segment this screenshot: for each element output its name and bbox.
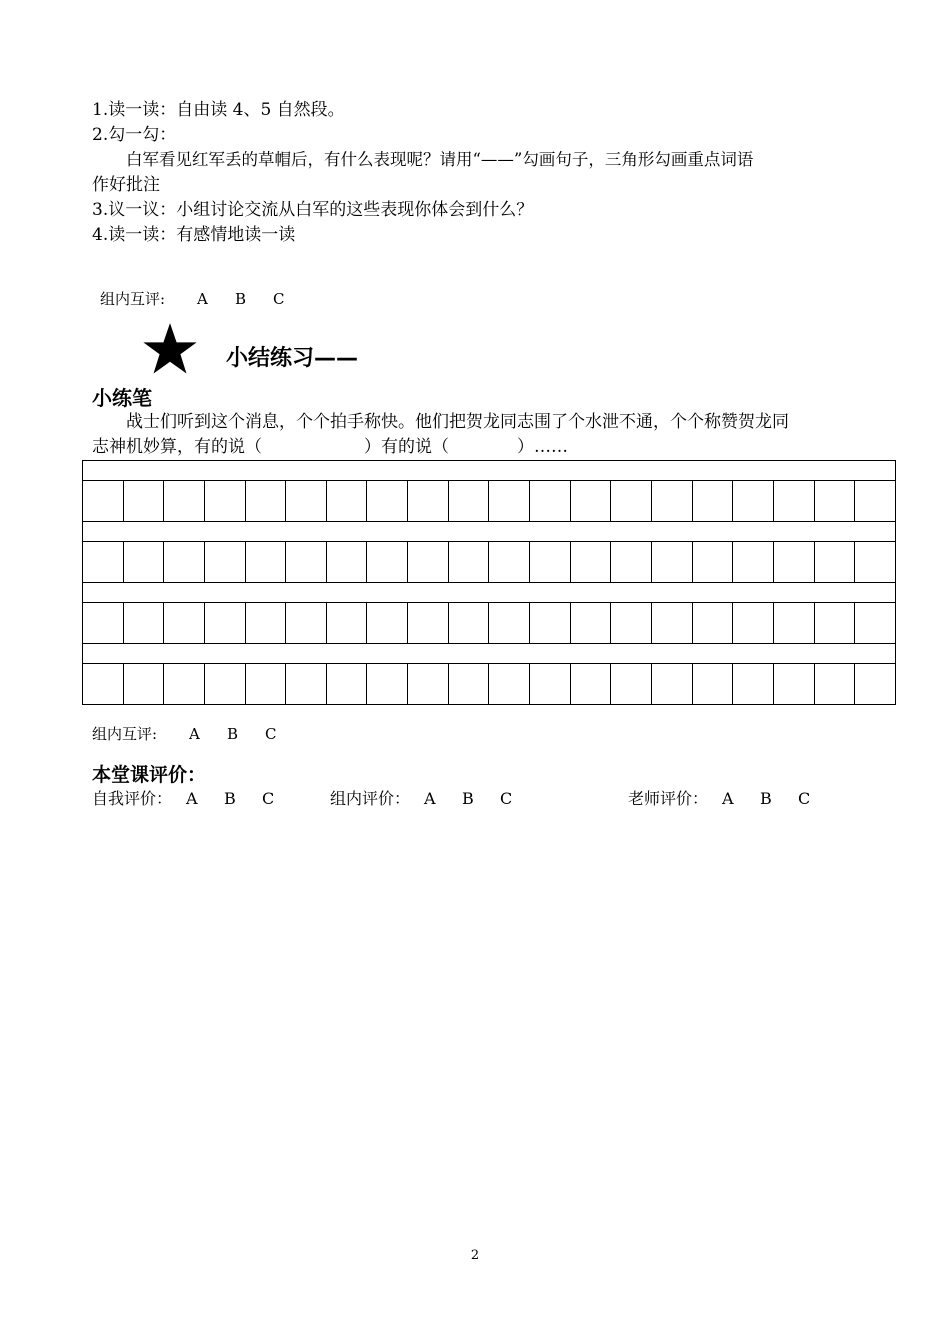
practice-text-line-2: 志神机妙算，有的说（ ）有的说（ ）……: [92, 437, 568, 457]
grid-cell[interactable]: [651, 664, 692, 705]
grid-cell[interactable]: [773, 664, 814, 705]
grid-cell[interactable]: [692, 481, 733, 522]
grid-cell[interactable]: [733, 542, 774, 583]
practice-title: 小练笔: [92, 386, 152, 410]
grid-cell[interactable]: [855, 664, 896, 705]
grid-cell[interactable]: [773, 481, 814, 522]
grid-cell[interactable]: [286, 603, 327, 644]
grid-cell[interactable]: [123, 542, 164, 583]
grade-b: B: [227, 725, 239, 743]
grade-c: C: [273, 290, 285, 308]
grid-cell[interactable]: [570, 664, 611, 705]
step-2-detail-cont: 作好批注: [92, 175, 160, 195]
grid-cell[interactable]: [245, 603, 286, 644]
grid-spacer-row: [83, 461, 896, 481]
practice-text-line-1: 战士们听到这个消息，个个拍手称快。他们把贺龙同志围了个水泄不通，个个称赞贺龙同: [126, 412, 789, 432]
grid-cell[interactable]: [489, 481, 530, 522]
grid-cell[interactable]: [204, 664, 245, 705]
grid-cell[interactable]: [773, 603, 814, 644]
grid-cell[interactable]: [448, 542, 489, 583]
grid-cell[interactable]: [611, 542, 652, 583]
grid-cell[interactable]: [83, 481, 124, 522]
grid-cell[interactable]: [448, 481, 489, 522]
grid-cell[interactable]: [123, 481, 164, 522]
grid-cell[interactable]: [367, 542, 408, 583]
grid-cell[interactable]: [367, 481, 408, 522]
grid-cell[interactable]: [326, 603, 367, 644]
grid-cell[interactable]: [326, 481, 367, 522]
grid-cell[interactable]: [123, 664, 164, 705]
grid-cell[interactable]: [611, 481, 652, 522]
grid-cell[interactable]: [245, 542, 286, 583]
grid-cell[interactable]: [855, 481, 896, 522]
grid-cell[interactable]: [83, 542, 124, 583]
step-4: 4.读一读：有感情地读一读: [92, 225, 296, 245]
grade-b: B: [224, 789, 236, 808]
self-eval-label: 自我评价：: [92, 789, 173, 808]
grid-cell[interactable]: [651, 542, 692, 583]
grid-spacer-cell: [83, 522, 896, 542]
grade-a: A: [189, 725, 200, 743]
grade-c: C: [798, 789, 811, 808]
grade-a: A: [424, 789, 436, 808]
lesson-eval-title: 本堂课评价：: [92, 764, 207, 786]
grid-cell[interactable]: [245, 664, 286, 705]
grid-cell[interactable]: [164, 481, 205, 522]
grade-b: B: [462, 789, 474, 808]
lesson-eval-row: [92, 786, 810, 809]
grid-cell[interactable]: [83, 664, 124, 705]
peer-eval-2: [92, 723, 276, 744]
grid-row: [83, 481, 896, 522]
grid-row: [83, 542, 896, 583]
peer-eval-label: 组内互评:: [100, 290, 166, 308]
grid-cell[interactable]: [570, 481, 611, 522]
grid-cell[interactable]: [611, 603, 652, 644]
grid-cell[interactable]: [814, 664, 855, 705]
star-icon: [142, 322, 198, 378]
page-number: 2: [470, 1248, 480, 1263]
grid-cell[interactable]: [733, 664, 774, 705]
grid-cell[interactable]: [530, 603, 571, 644]
grid-cell[interactable]: [733, 603, 774, 644]
step-2: 2.勾一勾：: [92, 125, 177, 145]
grid-cell[interactable]: [773, 542, 814, 583]
writing-grid: [82, 460, 896, 705]
grid-spacer-cell: [83, 583, 896, 603]
grade-c: C: [265, 725, 277, 743]
grid-cell[interactable]: [286, 664, 327, 705]
grade-b: B: [760, 789, 772, 808]
grid-cell[interactable]: [530, 664, 571, 705]
grid-cell[interactable]: [245, 481, 286, 522]
grid-cell[interactable]: [570, 603, 611, 644]
grid-cell[interactable]: [164, 542, 205, 583]
grade-a: A: [186, 789, 198, 808]
grid-row: [83, 603, 896, 644]
grid-cell[interactable]: [448, 603, 489, 644]
step-3: 3.议一议：小组讨论交流从白军的这些表现你体会到什么？: [92, 200, 534, 220]
grid-cell[interactable]: [367, 664, 408, 705]
grid-cell[interactable]: [489, 664, 530, 705]
grade-a: A: [722, 789, 734, 808]
grid-cell[interactable]: [408, 664, 449, 705]
grid-cell[interactable]: [489, 603, 530, 644]
grid-cell[interactable]: [164, 664, 205, 705]
grid-cell[interactable]: [814, 542, 855, 583]
grid-spacer-cell: [83, 461, 896, 481]
grid-cell[interactable]: [570, 542, 611, 583]
grid-cell[interactable]: [83, 603, 124, 644]
step-1: 1.读一读：自由读 4、5 自然段。: [92, 100, 345, 120]
grid-cell[interactable]: [489, 542, 530, 583]
grid-cell[interactable]: [814, 603, 855, 644]
grid-cell[interactable]: [733, 481, 774, 522]
grid-cell[interactable]: [651, 481, 692, 522]
grid-cell[interactable]: [123, 603, 164, 644]
grid-cell[interactable]: [814, 481, 855, 522]
grid-cell[interactable]: [692, 542, 733, 583]
step-2-detail: 白军看见红军丢的草帽后，有什么表现呢？请用“——”勾画句子，三角形勾画重点词语: [126, 150, 754, 169]
group-eval-label: 组内评价：: [330, 789, 411, 808]
grid-cell[interactable]: [367, 603, 408, 644]
grid-cell[interactable]: [692, 603, 733, 644]
grid-cell[interactable]: [286, 481, 327, 522]
grid-cell[interactable]: [855, 603, 896, 644]
grid-cell[interactable]: [204, 603, 245, 644]
grid-spacer-row: [83, 644, 896, 664]
grid-cell[interactable]: [164, 603, 205, 644]
grade-c: C: [500, 789, 513, 808]
grid-cell[interactable]: [448, 664, 489, 705]
grid-cell[interactable]: [326, 664, 367, 705]
grid-cell[interactable]: [611, 664, 652, 705]
grid-cell[interactable]: [530, 542, 571, 583]
grid-cell[interactable]: [286, 542, 327, 583]
teacher-eval-label: 老师评价：: [628, 789, 709, 808]
grid-spacer-row: [83, 522, 896, 542]
grid-cell[interactable]: [855, 542, 896, 583]
grid-cell[interactable]: [692, 664, 733, 705]
grid-cell[interactable]: [326, 542, 367, 583]
grid-cell[interactable]: [204, 542, 245, 583]
grid-row: [83, 664, 896, 705]
peer-eval-label: 组内互评:: [92, 725, 158, 743]
grid-spacer-cell: [83, 644, 896, 664]
grid-cell[interactable]: [530, 481, 571, 522]
grade-a: A: [197, 290, 208, 308]
grid-cell[interactable]: [408, 542, 449, 583]
grid-cell[interactable]: [408, 603, 449, 644]
peer-eval-1: [100, 288, 284, 309]
grade-c: C: [262, 789, 275, 808]
grid-cell[interactable]: [408, 481, 449, 522]
summary-title: 小结练习——: [226, 346, 359, 371]
grid-cell[interactable]: [651, 603, 692, 644]
grid-spacer-row: [83, 583, 896, 603]
grade-b: B: [235, 290, 247, 308]
grid-cell[interactable]: [204, 481, 245, 522]
